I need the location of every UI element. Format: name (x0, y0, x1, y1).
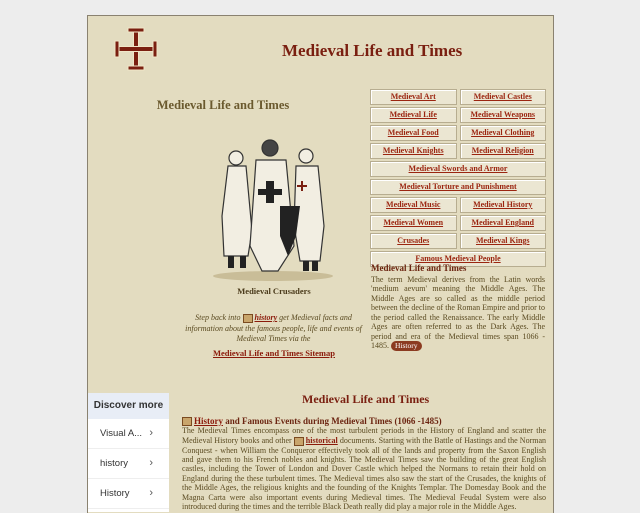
nav-medieval-life[interactable]: Medieval Life (370, 107, 457, 123)
nav-row (370, 233, 546, 249)
discover-item[interactable] (88, 449, 169, 479)
chevron-right-icon: › (149, 487, 153, 499)
description-text: The term Medieval derives from the Latin words 'medium aevum' meaning the Middle Ages. The Middle Ages are so called as the middle period between the decline of the Roman Empire and prior to the period called the Renaissance. The early Middle Ages are often referred to as the Dark Ages. The period and era of the Medieval times span 1066 - 1485. (371, 274, 545, 350)
nav-row (370, 125, 546, 141)
discover-more-title: Discover more (88, 393, 169, 419)
nav-row (370, 197, 546, 213)
nav-row (370, 107, 546, 123)
intro-post: get Medieval facts and information about the famous people, life and events of Medieval Times via the (185, 313, 362, 343)
main-heading: Medieval Life and Times (302, 392, 430, 406)
chevron-right-icon: › (149, 457, 153, 469)
intro-text (180, 313, 367, 345)
discover-more-widget (88, 393, 169, 512)
nav-medieval-kings[interactable]: Medieval Kings (460, 233, 547, 249)
nav-medieval-religion[interactable]: Medieval Religion (460, 143, 547, 159)
nav-medieval-castles[interactable]: Medieval Castles (460, 89, 547, 105)
nav-famous-people[interactable]: Famous Medieval People (370, 251, 546, 267)
nav-row (370, 215, 546, 231)
nav-row (370, 179, 546, 195)
book-icon (294, 437, 304, 446)
cross-logo (113, 26, 159, 72)
intro-pre: Step back into (195, 313, 241, 322)
nav-medieval-music[interactable]: Medieval Music (370, 197, 457, 213)
nav-medieval-art[interactable]: Medieval Art (370, 89, 457, 105)
description-block (371, 264, 545, 351)
discover-item[interactable] (88, 479, 169, 509)
discover-item-label: History (100, 488, 130, 499)
article-subheading (182, 417, 546, 426)
image-caption: Medieval Crusaders (237, 286, 311, 296)
sitemap-link[interactable]: Medieval Life and Times Sitemap (213, 348, 335, 358)
article-historical-link[interactable]: historical (305, 435, 338, 445)
crusaders-illustration (208, 136, 338, 284)
nav-row (370, 143, 546, 159)
nav-medieval-weapons[interactable]: Medieval Weapons (460, 107, 547, 123)
chevron-right-icon: › (149, 427, 153, 439)
article (182, 417, 546, 511)
nav-medieval-women[interactable]: Medieval Women (370, 215, 457, 231)
description-heading: Medieval Life and Times (371, 263, 467, 273)
discover-item[interactable] (88, 419, 169, 449)
site-title: Medieval Life and Times (282, 41, 463, 60)
nav-row (370, 161, 546, 177)
left-heading: Medieval Life and Times (156, 98, 290, 112)
nav-medieval-knights[interactable]: Medieval Knights (370, 143, 457, 159)
article-text-2: documents. Starting with the Battle of Hastings and the Norman Conquest - when William the Conqueror effectively took all of the lands and property from the Saxon English and gave them to his French nobles and knights. The Medieval Times saw the building of the great English castles, including the Tower of London and Dover Castle which helped the Normans to retain their hold on England during the these turbulent times. The Medieval times also saw the start of the Crusades, the knights of the Middle Ages, the religious knights and the founding of the Knights Templar. The Domesday Book and the Magna Carta were also important events during Medieval times. The Medieval Feudal System were also introduced during the times and the terrible Black Death really did play a major role in the Middle Ages. (182, 435, 547, 511)
intro-history-link[interactable]: history (254, 313, 278, 322)
book-icon (243, 314, 253, 323)
nav-torture-punishment[interactable]: Medieval Torture and Punishment (370, 179, 546, 195)
nav-swords-armor[interactable]: Medieval Swords and Armor (370, 161, 546, 177)
nav-row (370, 89, 546, 105)
book-icon (182, 417, 192, 426)
nav-medieval-history[interactable]: Medieval History (460, 197, 547, 213)
history-button[interactable]: History (391, 341, 422, 351)
nav-medieval-clothing[interactable]: Medieval Clothing (460, 125, 547, 141)
nav-medieval-england[interactable]: Medieval England (460, 215, 547, 231)
nav-grid (370, 89, 546, 269)
article-subheading-text: and Famous Events during Medieval Times (1066 -1485) (225, 416, 442, 426)
nav-crusades[interactable]: Crusades (370, 233, 457, 249)
discover-item-label: Visual A... (100, 428, 143, 439)
nav-medieval-food[interactable]: Medieval Food (370, 125, 457, 141)
article-history-link[interactable]: History (194, 416, 223, 426)
article-text-1: The Medieval Times encompass one of the most turbulent periods in the History of England and scatter the Medieval History books and other (182, 426, 546, 445)
discover-item-label: history (100, 458, 128, 469)
